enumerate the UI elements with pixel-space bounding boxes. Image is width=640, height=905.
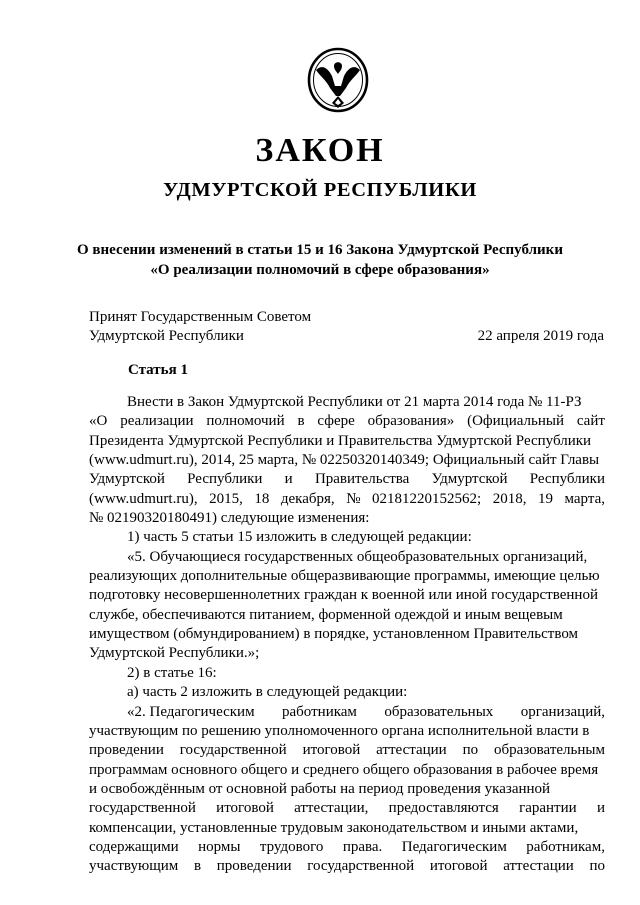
body-word: государственной [89,800,196,817]
body-word: по [589,858,605,875]
body-word: 18 [254,490,270,507]
body-word: «2. Педагогическим [127,703,255,720]
body-word: трудового [259,838,324,855]
body-line [89,412,605,431]
body-word: в [193,858,202,875]
body-line: Внести в Закон Удмуртской Республики от 21 марта 2014 года № 11-РЗ [127,394,582,410]
body-word: проведении [89,742,164,759]
body-line [89,857,605,876]
adopted-by-line: Принят Государственным Советом [89,309,312,325]
body-word: № [346,490,361,507]
body-word: (Официальный [467,413,564,430]
body-line: № 02190320180491) следующие изменения: [89,510,370,527]
adopted-by-line: Удмуртской Республики [89,328,244,344]
body-word: 2018, [492,490,527,507]
body-line: «5. Обучающиеся государственных общеобразовательных организаций, [127,548,588,565]
body-line: Удмуртской Республики.»; [89,645,260,662]
body-word: аттестации [376,742,447,759]
body-word: «О [89,413,108,430]
body-word: декабря, [280,490,335,507]
body-line [89,799,605,818]
body-word: государственной [179,742,287,759]
body-word: реализации [120,413,194,430]
body-word: Республики [187,471,263,488]
body-line [89,838,605,857]
body-word: сайт [576,413,605,430]
body-line: подготовку несовершеннолетних граждан к военной или иной государственной [89,587,598,604]
law-subject [0,240,640,280]
body-word: 02181220152562; [372,490,482,507]
body-word: образовательных [384,703,494,720]
body-word: гарантии [519,800,577,817]
body-word: и [596,800,605,817]
body-word: итоговой [216,800,274,817]
body-word: сфере [317,413,355,430]
body-line: (www.udmurt.ru), 2014, 25 марта, № 02250320140349; Официальный сайт Главы [89,452,600,469]
body-word: и [284,471,293,488]
body-word: аттестации [503,858,574,875]
adoption-block [89,308,604,346]
body-line: службе, обеспечиваются питанием, форменной одеждой и иным вещевым [89,606,563,623]
body-word: государственной [307,858,415,875]
body-word: (www.udmurt.ru), [89,490,198,507]
law-subject-line: «О реализации полномочий в сфере образования» [150,262,490,278]
body-word: работникам, [526,838,605,855]
body-line: участвующим по решению уполномоченного органа исполнительной власти в [89,722,590,739]
body-word: 19 [537,490,553,507]
body-word: в [297,413,305,430]
body-line [89,490,605,509]
body-line: имуществом (обмундированием) в порядке, установленном Правительством [89,626,579,643]
body-word: Республики [529,471,605,488]
body-word: содержащими [89,838,179,855]
body-word: 2015, [209,490,243,507]
body-word: работникам [282,703,357,720]
body-word: марта, [564,490,605,507]
body-word: по [462,742,479,759]
body-line: 2) в статье 16: [127,664,217,681]
body-word: Правительства [314,471,410,488]
body-word: итоговой [302,742,361,759]
udmurt-coat-of-arms-icon [306,46,370,114]
body-line: программам основного общего и среднего общего образования в рабочее время [89,761,599,778]
article-body [89,393,605,877]
law-subject-line: О внесении изменений в статьи 15 и 16 Закона Удмуртской Республики [77,242,563,258]
body-word: права. [342,838,383,855]
body-word: итоговой [429,858,488,875]
body-word: аттестации, [294,800,369,817]
body-line: а) часть 2 изложить в следующей редакции: [127,684,408,701]
body-word: полномочий [206,413,285,430]
article-heading: Статья 1 [128,362,188,378]
body-line: и освобождённым от основной работы на период проведения указанной [89,780,551,797]
body-word: проведении [216,858,292,875]
body-word: образования» [367,413,455,430]
body-word: нормы [198,838,241,855]
body-word: Удмуртской [431,471,508,488]
body-line: 1) часть 5 статьи 15 изложить в следующей редакции: [127,529,472,546]
law-title: ЗАКОН [255,132,385,169]
body-line [89,741,605,760]
adoption-date: 22 апреля 2019 года [477,328,604,344]
body-word: Удмуртской [89,471,165,488]
body-word: Педагогическим [401,838,507,855]
body-line: реализующих дополнительные общеразвивающие программы, имеющие целью [89,568,600,585]
body-word: организаций, [520,703,605,720]
body-line: компенсации, установленные трудовым законодательством и иными актами, [89,819,579,836]
body-line [89,703,605,722]
body-word: образовательным [494,742,605,759]
body-line [89,470,605,489]
republic-title: УДМУРТСКОЙ РЕСПУБЛИКИ [163,179,477,201]
body-word: предоставляются [388,800,499,817]
body-word: участвующим [89,858,179,875]
body-line: Президента Удмуртской Республики и Правительства Удмуртской Республики [89,432,592,449]
